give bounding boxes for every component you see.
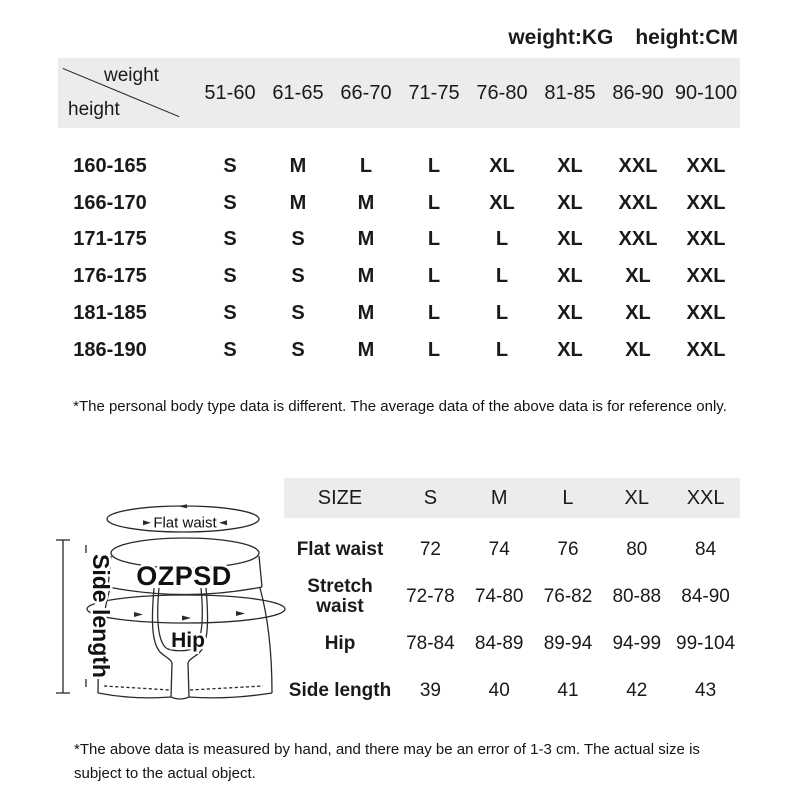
size-cell: L: [427, 265, 441, 288]
table-row: [58, 258, 740, 295]
measure-value: 84-90: [681, 585, 730, 607]
height-range-label: 186-190: [73, 338, 147, 361]
measure-value: 39: [419, 679, 441, 701]
size-cell: L: [427, 228, 441, 251]
size-cell: M: [357, 338, 375, 361]
height-range-label: 160-165: [73, 154, 147, 177]
size-cell: L: [495, 302, 509, 325]
measure-value: 84-89: [474, 632, 524, 654]
measure-label: [284, 540, 396, 560]
measure-value: 78-84: [406, 632, 455, 654]
measurements-header-row: [284, 478, 740, 518]
size-by-body-rows: [58, 148, 740, 369]
boxer-shorts-diagram: [48, 496, 303, 718]
table-row: [284, 620, 740, 667]
table-row: [284, 526, 740, 573]
weight-column-header: 66-70: [340, 81, 392, 104]
measure-value: 43: [695, 679, 717, 701]
corner-cell: [58, 58, 196, 128]
weight-column-header: 51-60: [204, 81, 256, 104]
measure-label-text: Hip: [324, 632, 356, 654]
measurements-rows: [284, 526, 740, 714]
size-by-body-header-row: [58, 58, 740, 128]
height-range-label: 176-175: [73, 265, 147, 288]
size-cell: XXL: [686, 338, 726, 361]
measure-value: 40: [488, 679, 510, 701]
measure-value: 80: [626, 538, 648, 560]
size-cell: XL: [557, 154, 583, 177]
measure-value: 76-82: [543, 585, 593, 607]
brand-logo: OZPSD: [136, 561, 232, 591]
size-cell: XXL: [686, 191, 726, 214]
size-by-body-table: [58, 58, 740, 369]
side-length-measure-line: [56, 540, 86, 693]
size-cell: S: [223, 302, 237, 325]
size-cell: M: [357, 228, 375, 251]
measure-value: 72: [419, 538, 441, 560]
size-cell: XXL: [686, 154, 726, 177]
hip-ellipse: [87, 595, 285, 623]
size-column-header: SIZE: [317, 486, 363, 509]
size-cell: M: [289, 154, 307, 177]
size-cell: XL: [625, 338, 651, 361]
size-column-header: M: [490, 486, 508, 509]
size-cell: L: [495, 265, 509, 288]
size-column-header: L: [562, 486, 574, 509]
table-row: [58, 185, 740, 222]
hip-label: Hip: [171, 629, 205, 652]
measure-label-text: Side length: [288, 679, 392, 701]
table-row: [58, 148, 740, 185]
size-cell: M: [357, 191, 375, 214]
weight-column-header: 71-75: [408, 81, 460, 104]
table-row: [58, 222, 740, 259]
measure-value: 42: [626, 679, 648, 701]
size-cell: L: [495, 228, 509, 251]
tolerance-note: *The above data is measured by hand, and there may be an error of 1-3 cm. The actual size is subject to the actual object.: [74, 741, 700, 782]
table-row: [58, 295, 740, 332]
size-cell: S: [291, 302, 305, 325]
size-cell: S: [223, 154, 237, 177]
units-header: [508, 26, 738, 50]
measure-label: [284, 577, 396, 617]
height-range-label: 171-175: [73, 228, 147, 251]
flat-waist-label: Flat waist: [153, 514, 217, 532]
height-range-label: 181-185: [73, 302, 147, 325]
table-row: [284, 667, 740, 714]
measure-label-text: Stretch waist: [307, 575, 373, 617]
size-cell: XXL: [618, 228, 658, 251]
size-column-header: XL: [624, 486, 650, 509]
corner-height-label: height: [68, 99, 120, 120]
size-cell: S: [291, 338, 305, 361]
size-cell: S: [291, 265, 305, 288]
height-range-label: 166-170: [73, 191, 147, 214]
size-cell: XL: [625, 265, 651, 288]
measure-value: 41: [557, 679, 579, 701]
size-cell: S: [223, 228, 237, 251]
size-cell: XL: [557, 338, 583, 361]
measurements-table: [284, 478, 740, 714]
measure-value: 74-80: [474, 585, 524, 607]
weight-column-header: 90-100: [674, 81, 738, 104]
size-cell: L: [427, 191, 441, 214]
weight-column-header: 86-90: [612, 81, 664, 104]
weight-column-header: 61-65: [272, 81, 324, 104]
size-cell: XXL: [686, 265, 726, 288]
measure-value: 80-88: [612, 585, 662, 607]
measure-value: 89-94: [543, 632, 593, 654]
size-cell: M: [357, 265, 375, 288]
size-cell: L: [495, 338, 509, 361]
size-cell: L: [427, 338, 441, 361]
size-cell: L: [427, 154, 441, 177]
measure-label: [284, 681, 396, 701]
size-cell: L: [427, 302, 441, 325]
table-row: [58, 332, 740, 369]
reference-note: *The personal body type data is different. The average data of the above data is for reference only.: [73, 398, 727, 415]
table-row: [284, 573, 740, 620]
size-cell: XL: [625, 302, 651, 325]
measure-value: 84: [695, 538, 717, 560]
corner-weight-label: weight: [104, 65, 159, 86]
size-column-header: S: [423, 486, 438, 509]
size-cell: XL: [489, 191, 515, 214]
size-cell: L: [359, 154, 373, 177]
measure-value: 72-78: [406, 585, 455, 607]
size-cell: XXL: [686, 302, 726, 325]
measure-label-text: Flat waist: [296, 538, 384, 560]
size-cell: S: [223, 265, 237, 288]
measure-value: 76: [557, 538, 579, 560]
height-unit-label: height:CM: [635, 26, 738, 49]
size-cell: S: [223, 338, 237, 361]
side-length-label: Side length: [88, 554, 114, 678]
size-cell: XL: [557, 228, 583, 251]
size-cell: M: [289, 191, 307, 214]
size-column-header: XXL: [686, 486, 725, 509]
weight-unit-label: weight:KG: [508, 26, 614, 49]
measure-value: 94-99: [612, 632, 662, 654]
measure-value: 99-104: [676, 632, 736, 654]
size-cell: M: [357, 302, 375, 325]
size-cell: XL: [489, 154, 515, 177]
size-cell: XL: [557, 191, 583, 214]
size-cell: XXL: [686, 228, 726, 251]
size-cell: S: [291, 228, 305, 251]
size-cell: XXL: [618, 191, 658, 214]
measure-label: [284, 634, 396, 654]
size-cell: XL: [557, 265, 583, 288]
size-cell: XL: [557, 302, 583, 325]
size-cell: XXL: [618, 154, 658, 177]
size-cell: S: [223, 191, 237, 214]
weight-column-header: 81-85: [544, 81, 596, 104]
measure-value: 74: [488, 538, 510, 560]
weight-column-header: 76-80: [476, 81, 528, 104]
